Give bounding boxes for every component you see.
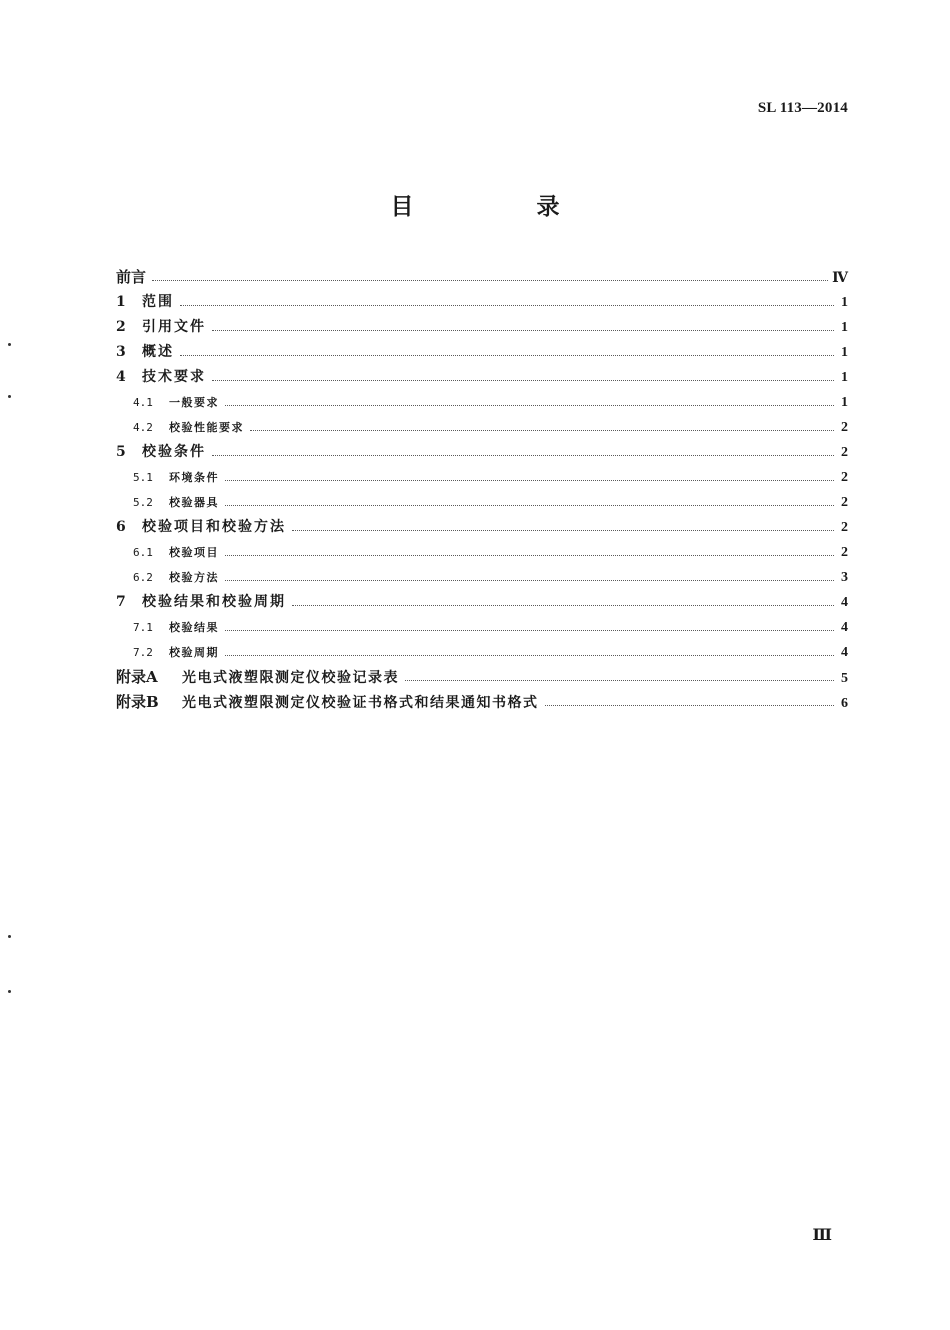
toc-dot-leader — [180, 305, 834, 306]
toc-entry-page: 1 — [841, 395, 848, 410]
toc-dot-leader — [292, 605, 834, 606]
toc-entry-label: 技术要求 — [142, 369, 206, 385]
toc-entry[interactable] — [116, 565, 848, 590]
toc-entry-label: 光电式液塑限测定仪校验证书格式和结果通知书格式 — [182, 695, 539, 711]
toc-entry-page: 2 — [841, 520, 848, 535]
toc-entry-number: 附录B — [116, 693, 159, 711]
toc-title: 目 录 — [390, 194, 610, 220]
toc-entry-number: 4.1 — [133, 396, 153, 409]
toc-entry[interactable] — [116, 365, 848, 390]
toc-entry-number: 7.1 — [133, 621, 153, 634]
toc-entry-page: 6 — [841, 696, 848, 711]
toc-entry-page: 5 — [841, 671, 848, 686]
toc-entry-label: 概述 — [142, 344, 174, 360]
toc-entry-page: 2 — [841, 470, 848, 485]
toc-entry-number: 附录A — [116, 668, 158, 686]
toc-entry[interactable] — [116, 615, 848, 640]
toc-entry-number: 5 — [116, 444, 126, 460]
toc-entry-label: 环境条件 — [169, 471, 219, 484]
table-of-contents — [116, 265, 848, 715]
toc-dot-leader — [180, 355, 834, 356]
scan-speck — [8, 990, 11, 993]
toc-entry-label: 校验器具 — [169, 496, 219, 509]
toc-entry[interactable] — [116, 315, 848, 340]
toc-dot-leader — [225, 555, 834, 556]
toc-dot-leader — [225, 480, 834, 481]
toc-entry-label: 校验性能要求 — [169, 421, 244, 434]
toc-entry-page: 2 — [841, 545, 848, 560]
toc-entry-label: 前言 — [116, 268, 147, 286]
toc-dot-leader — [152, 280, 828, 281]
toc-entry-number: 3 — [116, 344, 126, 360]
toc-entry-page: 2 — [841, 495, 848, 510]
toc-entry[interactable] — [116, 290, 848, 315]
toc-entry-number: 4.2 — [133, 421, 153, 434]
toc-entry-label: 校验项目和校验方法 — [142, 519, 286, 535]
toc-entry-label: 校验结果和校验周期 — [142, 594, 286, 610]
toc-dot-leader — [212, 380, 834, 381]
scan-speck — [8, 343, 11, 346]
toc-dot-leader — [212, 330, 834, 331]
toc-entry-label: 校验项目 — [169, 546, 219, 559]
standard-code: SL 113—2014 — [757, 100, 848, 116]
toc-entry[interactable] — [116, 390, 848, 415]
toc-dot-leader — [292, 530, 834, 531]
toc-entry-number: 4 — [116, 369, 126, 385]
toc-entry[interactable] — [116, 665, 848, 690]
page-number: Ⅲ — [812, 1227, 832, 1244]
scan-speck — [8, 395, 11, 398]
toc-entry[interactable] — [116, 440, 848, 465]
toc-dot-leader — [212, 455, 834, 456]
toc-entry[interactable] — [116, 540, 848, 565]
toc-entry[interactable] — [116, 590, 848, 615]
toc-entry-label: 引用文件 — [142, 319, 206, 335]
toc-entry-page: 2 — [841, 420, 848, 435]
toc-entry[interactable] — [116, 415, 848, 440]
toc-dot-leader — [225, 630, 834, 631]
toc-entry-label: 一般要求 — [169, 396, 219, 409]
toc-entry-page: 3 — [841, 570, 848, 585]
toc-entry-label: 校验条件 — [142, 444, 206, 460]
toc-entry-page: 2 — [841, 445, 848, 460]
toc-entry-number: 7 — [116, 594, 126, 610]
toc-entry[interactable] — [116, 690, 848, 715]
toc-dot-leader — [225, 655, 834, 656]
toc-dot-leader — [225, 580, 834, 581]
toc-entry-number: 7.2 — [133, 646, 153, 659]
toc-entry[interactable] — [116, 465, 848, 490]
toc-entry[interactable] — [116, 515, 848, 540]
toc-entry-page: 4 — [841, 645, 848, 660]
toc-entry-number: 1 — [116, 294, 126, 310]
toc-entry[interactable] — [116, 265, 848, 290]
toc-entry-number: 5.1 — [133, 471, 153, 484]
toc-entry-number: 6 — [116, 519, 126, 535]
toc-entry[interactable] — [116, 640, 848, 665]
toc-entry-page: Ⅳ — [832, 271, 848, 286]
toc-entry-page: 1 — [841, 295, 848, 310]
toc-entry-page: 4 — [841, 620, 848, 635]
toc-entry-number: 6.1 — [133, 546, 153, 559]
toc-entry-label: 校验结果 — [169, 621, 219, 634]
toc-entry-label: 校验周期 — [169, 646, 219, 659]
toc-entry-page: 4 — [841, 595, 848, 610]
toc-dot-leader — [225, 405, 834, 406]
toc-dot-leader — [250, 430, 834, 431]
toc-entry-page: 1 — [841, 320, 848, 335]
toc-entry[interactable] — [116, 490, 848, 515]
toc-dot-leader — [405, 680, 834, 681]
toc-dot-leader — [545, 705, 835, 706]
toc-entry-number: 6.2 — [133, 571, 153, 584]
toc-entry-page: 1 — [841, 345, 848, 360]
toc-entry-label: 范围 — [142, 294, 174, 310]
toc-entry-label: 校验方法 — [169, 571, 219, 584]
toc-entry-page: 1 — [841, 370, 848, 385]
toc-entry-label: 光电式液塑限测定仪校验记录表 — [182, 670, 399, 686]
scan-speck — [8, 935, 11, 938]
toc-entry-number: 5.2 — [133, 496, 153, 509]
toc-entry[interactable] — [116, 340, 848, 365]
toc-entry-number: 2 — [116, 319, 126, 335]
toc-dot-leader — [225, 505, 834, 506]
